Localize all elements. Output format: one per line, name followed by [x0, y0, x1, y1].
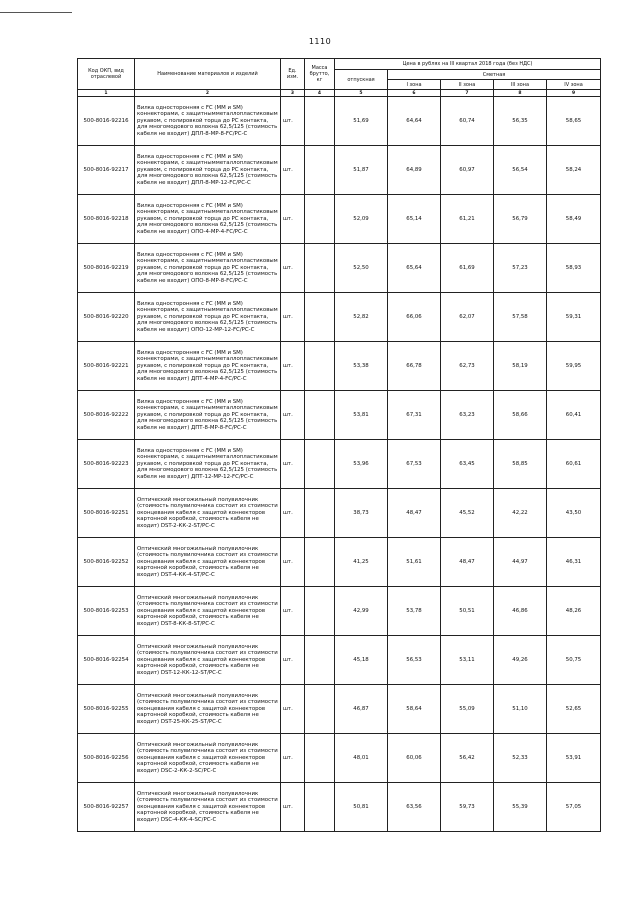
zone-3-price: 56,54 [494, 146, 547, 195]
table-row [78, 195, 601, 244]
item-name: Вилка односторонняя с FC (MM и SM) коннекторами, с защитнымметаллопластиковым рукавом, с полировкой торца до PC контакта, для многомодового волокна 62,5/125 (стоимость кабеля не входит) ДПТ-12-МР-12-FC/PC-C [135, 440, 281, 489]
header-zone-2: II зона [441, 80, 494, 90]
zone-1-price: 65,64 [388, 244, 441, 293]
item-unit: шт. [281, 489, 305, 538]
item-mass [305, 685, 335, 734]
zone-4-price: 48,26 [547, 587, 601, 636]
zone-4-price: 60,61 [547, 440, 601, 489]
zone-1-price: 66,06 [388, 293, 441, 342]
zone-1-price: 60,06 [388, 734, 441, 783]
item-name: Вилка односторонняя с FC (MM и SM) коннекторами, с защитнымметаллопластиковым рукавом, с полировкой торца до PC контакта, для многомодового волокна 62,5/125 (стоимость кабеля не входит) ДПТ-4-МР-4-FC/PC-C [135, 342, 281, 391]
zone-4-price: 53,91 [547, 734, 601, 783]
zone-4-price: 50,75 [547, 636, 601, 685]
item-unit: шт. [281, 685, 305, 734]
table-row [78, 489, 601, 538]
zone-4-price: 43,50 [547, 489, 601, 538]
zone-3-price: 58,85 [494, 440, 547, 489]
zone-2-price: 53,11 [441, 636, 494, 685]
zone-4-price: 52,65 [547, 685, 601, 734]
table-row [78, 538, 601, 587]
item-unit: шт. [281, 636, 305, 685]
header-name: Наименование материалов и изделий [135, 59, 281, 90]
zone-2-price: 45,52 [441, 489, 494, 538]
item-unit: шт. [281, 783, 305, 832]
zone-4-price: 58,24 [547, 146, 601, 195]
zone-4-price: 57,05 [547, 783, 601, 832]
zone-1-price: 58,64 [388, 685, 441, 734]
column-number: 1 [78, 90, 135, 97]
item-code: 500-8016-92257 [78, 783, 135, 832]
table-row [78, 293, 601, 342]
column-number: 4 [305, 90, 335, 97]
item-mass [305, 734, 335, 783]
zone-1-price: 53,78 [388, 587, 441, 636]
item-mass [305, 538, 335, 587]
header-mass: Масса брутто, кг [305, 59, 335, 90]
item-name: Оптический многожильный полувилочник (стоимость полувилочника состоит из стоимости оконцевания кабеля с защитой коннекторов картонной коробкой, стоимость кабеля не входит) DST-8-КК-8-ST/PC-C [135, 587, 281, 636]
zone-3-price: 57,23 [494, 244, 547, 293]
release-price: 51,87 [335, 146, 388, 195]
column-number: 9 [547, 90, 601, 97]
zone-3-price: 58,19 [494, 342, 547, 391]
item-name: Оптический многожильный полувилочник (стоимость полувилочника состоит из стоимости оконцевания кабеля с защитой коннекторов картонной коробкой, стоимость кабеля не входит) DSC-2-КК-2-SC/PC-C [135, 734, 281, 783]
zone-4-price: 58,49 [547, 195, 601, 244]
zone-2-price: 48,47 [441, 538, 494, 587]
item-code: 500-8016-92223 [78, 440, 135, 489]
item-mass [305, 195, 335, 244]
release-price: 53,96 [335, 440, 388, 489]
zone-3-price: 58,66 [494, 391, 547, 440]
item-name: Вилка односторонняя с FC (MM и SM) коннекторами, с защитнымметаллопластиковым рукавом, с полировкой торца до PC контакта, для многомодового волокна 62,5/125 (стоимость кабеля не входит) ОПО-12-МР-12-FC/PC-C [135, 293, 281, 342]
zone-2-price: 60,97 [441, 146, 494, 195]
zone-1-price: 64,64 [388, 97, 441, 146]
zone-3-price: 57,58 [494, 293, 547, 342]
item-name: Вилка односторонняя с FC (MM и SM) коннекторами, с защитнымметаллопластиковым рукавом, с полировкой торца до PC контакта, для многомодового волокна 62,5/125 (стоимость кабеля не входит) ОПО-8-МР-8-FC/PC-C [135, 244, 281, 293]
header-unit: Ед. изм. [281, 59, 305, 90]
release-price: 38,73 [335, 489, 388, 538]
zone-4-price: 59,31 [547, 293, 601, 342]
zone-2-price: 60,74 [441, 97, 494, 146]
table-row [78, 783, 601, 832]
zone-3-price: 55,39 [494, 783, 547, 832]
zone-1-price: 67,31 [388, 391, 441, 440]
item-unit: шт. [281, 293, 305, 342]
header-zone-4: IV зона [547, 80, 601, 90]
header-release-price: отпускная [335, 70, 388, 90]
column-number: 8 [494, 90, 547, 97]
table-row [78, 97, 601, 146]
zone-3-price: 56,79 [494, 195, 547, 244]
release-price: 42,99 [335, 587, 388, 636]
item-name: Вилка односторонняя с FC (MM и SM) коннекторами, с защитнымметаллопластиковым рукавом, с полировкой торца до PC контакта, для многомодового волокна 62,5/125 (стоимость кабеля не входит) ДПЛ-8-МР-12-FC/PC-C [135, 146, 281, 195]
zone-1-price: 63,56 [388, 783, 441, 832]
item-code: 500-8016-92253 [78, 587, 135, 636]
zone-2-price: 50,51 [441, 587, 494, 636]
zone-3-price: 51,10 [494, 685, 547, 734]
item-name: Оптический многожильный полувилочник (стоимость полувилочника состоит из стоимости оконцевания кабеля с защитой коннекторов картонной коробкой, стоимость кабеля не входит) DST-12-КК-12-ST/PC-C [135, 636, 281, 685]
release-price: 53,81 [335, 391, 388, 440]
table-row [78, 734, 601, 783]
item-name: Вилка односторонняя с FC (MM и SM) коннекторами, с защитнымметаллопластиковым рукавом, с полировкой торца до PC контакта, для многомодового волокна 62,5/125 (стоимость кабеля не входит) ОПО-4-МР-4-FC/PC-C [135, 195, 281, 244]
header-price-group: Цена в рублях на III квартал 2018 года (без НДС) [335, 59, 601, 70]
item-name: Оптический многожильный полувилочник (стоимость полувилочника состоит из стоимости оконцевания кабеля с защитой коннекторов картонной коробкой, стоимость кабеля не входит) DST-2-КК-2-ST/PC-C [135, 489, 281, 538]
item-unit: шт. [281, 440, 305, 489]
zone-3-price: 52,33 [494, 734, 547, 783]
item-unit: шт. [281, 244, 305, 293]
item-mass [305, 342, 335, 391]
page-number: 1110 [308, 37, 332, 46]
column-number: 3 [281, 90, 305, 97]
item-unit: шт. [281, 538, 305, 587]
item-mass [305, 636, 335, 685]
release-price: 52,09 [335, 195, 388, 244]
item-name: Вилка односторонняя с FC (MM и SM) коннекторами, с защитнымметаллопластиковым рукавом, с полировкой торца до PC контакта, для многомодового волокна 62,5/125 (стоимость кабеля не входит) ДПЛ-8-МР-8-FC/PC-C [135, 97, 281, 146]
table-row [78, 391, 601, 440]
item-code: 500-8016-92221 [78, 342, 135, 391]
table-row [78, 587, 601, 636]
item-code: 500-8016-92251 [78, 489, 135, 538]
item-code: 500-8016-92256 [78, 734, 135, 783]
table-row [78, 244, 601, 293]
zone-2-price: 61,21 [441, 195, 494, 244]
zone-2-price: 63,45 [441, 440, 494, 489]
zone-4-price: 58,93 [547, 244, 601, 293]
item-unit: шт. [281, 342, 305, 391]
table-row [78, 342, 601, 391]
zone-4-price: 60,41 [547, 391, 601, 440]
release-price: 52,82 [335, 293, 388, 342]
zone-1-price: 67,53 [388, 440, 441, 489]
column-number: 5 [335, 90, 388, 97]
item-name: Оптический многожильный полувилочник (стоимость полувилочника состоит из стоимости оконцевания кабеля с защитой коннекторов картонной коробкой, стоимость кабеля не входит) DST-4-КК-4-ST/PC-C [135, 538, 281, 587]
item-unit: шт. [281, 734, 305, 783]
zone-2-price: 62,07 [441, 293, 494, 342]
top-rule [0, 12, 72, 13]
item-mass [305, 244, 335, 293]
zone-3-price: 56,35 [494, 97, 547, 146]
item-unit: шт. [281, 146, 305, 195]
item-mass [305, 146, 335, 195]
release-price: 45,18 [335, 636, 388, 685]
zone-2-price: 61,69 [441, 244, 494, 293]
item-code: 500-8016-92216 [78, 97, 135, 146]
item-name: Оптический многожильный полувилочник (стоимость полувилочника состоит из стоимости оконцевания кабеля с защитой коннекторов картонной коробкой, стоимость кабеля не входит) DST-25-КК-25-ST/PC-C [135, 685, 281, 734]
column-number: 2 [135, 90, 281, 97]
zone-2-price: 56,42 [441, 734, 494, 783]
zone-4-price: 59,95 [547, 342, 601, 391]
zone-3-price: 42,22 [494, 489, 547, 538]
zone-1-price: 66,78 [388, 342, 441, 391]
zone-4-price: 58,65 [547, 97, 601, 146]
zone-1-price: 48,47 [388, 489, 441, 538]
item-unit: шт. [281, 97, 305, 146]
header-zone-3: III зона [494, 80, 547, 90]
item-mass [305, 783, 335, 832]
table-row [78, 636, 601, 685]
price-table [77, 58, 601, 832]
item-code: 500-8016-92218 [78, 195, 135, 244]
item-code: 500-8016-92254 [78, 636, 135, 685]
item-code: 500-8016-92219 [78, 244, 135, 293]
item-code: 500-8016-92252 [78, 538, 135, 587]
zone-1-price: 51,61 [388, 538, 441, 587]
release-price: 53,38 [335, 342, 388, 391]
release-price: 48,01 [335, 734, 388, 783]
release-price: 46,87 [335, 685, 388, 734]
header-zone-1: I зона [388, 80, 441, 90]
item-code: 500-8016-92217 [78, 146, 135, 195]
item-unit: шт. [281, 195, 305, 244]
zone-1-price: 64,89 [388, 146, 441, 195]
zone-3-price: 44,97 [494, 538, 547, 587]
table-row [78, 440, 601, 489]
column-number: 7 [441, 90, 494, 97]
zone-3-price: 49,26 [494, 636, 547, 685]
item-mass [305, 391, 335, 440]
column-numbers-row [78, 90, 601, 97]
column-number: 6 [388, 90, 441, 97]
release-price: 50,81 [335, 783, 388, 832]
table-row [78, 685, 601, 734]
release-price: 51,69 [335, 97, 388, 146]
item-mass [305, 97, 335, 146]
item-name: Вилка односторонняя с FC (MM и SM) коннекторами, с защитнымметаллопластиковым рукавом, с полировкой торца до PC контакта, для многомодового волокна 62,5/125 (стоимость кабеля не входит) ДПТ-8-МР-8-FC/PC-C [135, 391, 281, 440]
zone-2-price: 59,73 [441, 783, 494, 832]
item-code: 500-8016-92255 [78, 685, 135, 734]
item-code: 500-8016-92220 [78, 293, 135, 342]
item-name: Оптический многожильный полувилочник (стоимость полувилочника состоит из стоимости оконцевания кабеля с защитой коннекторов картонной коробкой, стоимость кабеля не входит) DSC-4-КК-4-SC/PC-C [135, 783, 281, 832]
item-mass [305, 587, 335, 636]
table-row [78, 146, 601, 195]
item-mass [305, 489, 335, 538]
zone-4-price: 46,31 [547, 538, 601, 587]
zone-1-price: 65,14 [388, 195, 441, 244]
release-price: 41,25 [335, 538, 388, 587]
release-price: 52,50 [335, 244, 388, 293]
item-code: 500-8016-92222 [78, 391, 135, 440]
item-unit: шт. [281, 587, 305, 636]
zone-2-price: 62,73 [441, 342, 494, 391]
header-code: Код ОКП, вид отраслевой [78, 59, 135, 90]
zone-3-price: 46,86 [494, 587, 547, 636]
header-estimate-price: Сметная [388, 70, 601, 80]
zone-2-price: 55,09 [441, 685, 494, 734]
item-mass [305, 440, 335, 489]
zone-2-price: 63,23 [441, 391, 494, 440]
zone-1-price: 56,53 [388, 636, 441, 685]
item-unit: шт. [281, 391, 305, 440]
item-mass [305, 293, 335, 342]
